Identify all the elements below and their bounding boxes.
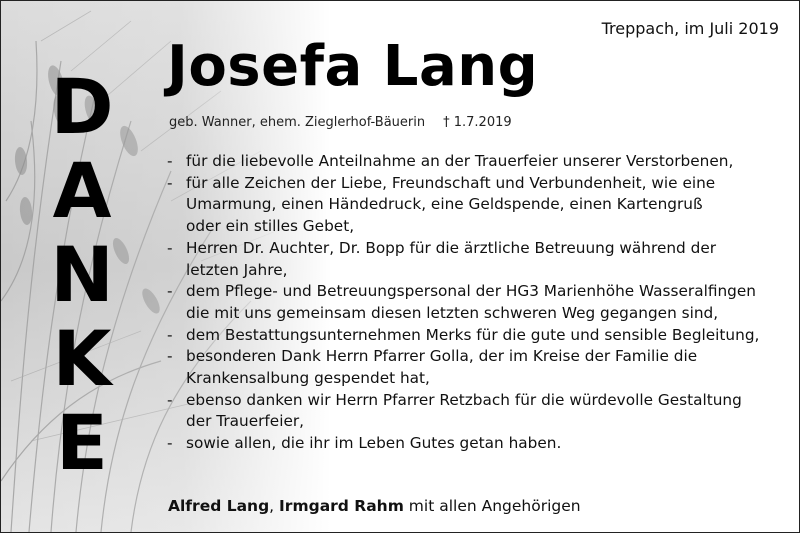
list-item-text: die mit uns gemeinsam diesen letzten schweren Weg gegangen sind, (186, 303, 719, 322)
deceased-subtitle (169, 115, 512, 130)
list-dash: - (167, 173, 173, 192)
danke-letter: D (50, 62, 114, 151)
list-item (165, 433, 785, 455)
maiden-name-and-role: geb. Wanner, ehem. Zieglerhof-Bäuerin (169, 115, 426, 130)
list-item-text: für die liebevolle Anteilnahme an der Trauerfeier unserer Verstorbenen, (186, 152, 734, 170)
list-dash: - (167, 282, 173, 301)
list-item-text: für alle Zeichen der Liebe, Freundschaft und Verbundenheit, wie eine (186, 173, 716, 192)
danke-letter: N (50, 230, 114, 319)
signature-separator: , (269, 497, 280, 515)
list-item-text: sowie allen, die ihr im Leben Gutes getan haben. (186, 434, 562, 453)
list-dash: - (167, 347, 173, 366)
signature-rest: mit allen Angehörigen (403, 497, 581, 515)
list-item-text: Umarmung, einen Händedruck, eine Geldspende, einen Kartengruß (186, 195, 703, 214)
signature-line (168, 497, 581, 515)
list-item-text: besonderen Dank Herrn Pfarrer Golla, der im Kreise der Familie die (186, 347, 698, 366)
thanks-list (165, 151, 785, 455)
list-item-text: Krankensalbung gespendet hat, (186, 369, 430, 388)
list-item (165, 346, 785, 389)
list-item-text: oder ein stilles Gebet, (186, 217, 355, 236)
list-dash: - (167, 325, 173, 344)
list-item-text: dem Bestattungsunternehmen Merks für die gute und sensible Begleitung, (186, 325, 760, 344)
list-item-text: dem Pflege- und Betreuungspersonal der HG3 Marienhöhe Wasseralfingen (186, 282, 756, 301)
list-item (165, 173, 785, 238)
list-item (165, 390, 785, 433)
death-date: † 1.7.2019 (443, 115, 512, 130)
danke-letter: E (56, 398, 108, 487)
list-item (165, 281, 785, 324)
danke-vertical-heading (47, 62, 117, 487)
danke-letter: A (52, 146, 112, 235)
signer-name: Irmgard Rahm (279, 497, 404, 515)
list-item (165, 151, 785, 173)
place-and-date: Treppach, im Juli 2019 (601, 19, 779, 38)
list-dash: - (167, 238, 173, 257)
deceased-name: Josefa Lang (167, 34, 539, 99)
list-item-text: der Trauerfeier, (186, 412, 305, 431)
list-item-text: Herren Dr. Auchter, Dr. Bopp für die ärztliche Betreuung während der (186, 238, 717, 257)
list-dash: - (167, 434, 173, 453)
list-item (165, 238, 785, 281)
list-dash: - (167, 152, 173, 170)
list-item (165, 325, 785, 347)
list-dash: - (167, 390, 173, 409)
signer-name: Alfred Lang (168, 497, 270, 515)
list-item-text: ebenso danken wir Herrn Pfarrer Retzbach für die würdevolle Gestaltung (186, 390, 742, 409)
danke-letter: K (52, 314, 112, 403)
list-item-text: letzten Jahre, (186, 260, 288, 279)
